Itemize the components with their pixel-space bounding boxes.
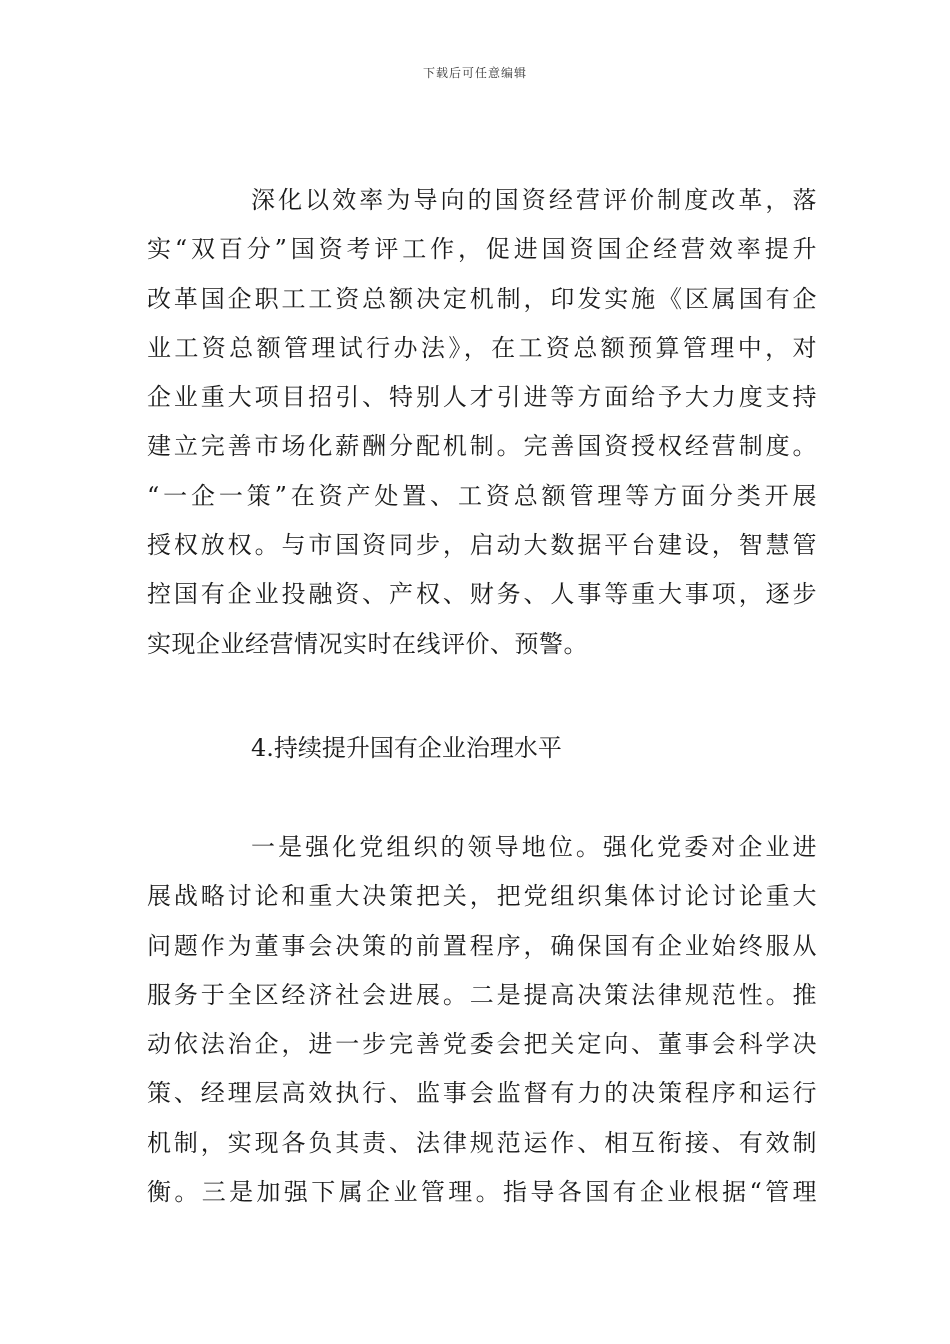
paragraph-line: 策、经理层高效执行、监事会监督有力的决策程序和运行 bbox=[147, 1079, 817, 1108]
paragraph-line: 服务于全区经济社会进展。二是提高决策法律规范性。推 bbox=[147, 980, 817, 1009]
paragraph-line: 业工资总额管理试行办法》，在工资总额预算管理中，对 bbox=[147, 333, 817, 362]
page-header: 下载后可任意编辑 bbox=[422, 66, 527, 80]
paragraph-line: 机制，实现各负其责、法律规范运作、相互衔接、有效制 bbox=[147, 1128, 817, 1157]
paragraph-governance bbox=[147, 823, 817, 1217]
paragraph-line: 一是强化党组织的领导地位。强化党委对企业进 bbox=[251, 833, 817, 861]
paragraph-line: 深化以效率为导向的国资经营评价制度改革，落 bbox=[251, 186, 817, 214]
paragraph-line: 建立完善市场化薪酬分配机制。完善国资授权经营制度。 bbox=[147, 432, 817, 461]
paragraph-line: 展战略讨论和重大决策把关，把党组织集体讨论讨论重大 bbox=[147, 882, 817, 911]
section-heading: 4.持续提升国有企业治理水平 bbox=[251, 734, 562, 762]
paragraph-efficiency-evaluation bbox=[147, 176, 817, 669]
paragraph-line: 实现企业经营情况实时在线评价、预警。 bbox=[147, 629, 588, 658]
paragraph-line: 企业重大项目招引、特别人才引进等方面给予大力度支持 bbox=[147, 383, 817, 412]
paragraph-line: 控国有企业投融资、产权、财务、人事等重大事项，逐步 bbox=[147, 580, 817, 609]
paragraph-line: 改革国企职工工资总额决定机制，印发实施《区属国有企 bbox=[147, 284, 817, 313]
paragraph-line: 衡。三是加强下属企业管理。指导各国有企业根据“管理 bbox=[147, 1178, 817, 1207]
paragraph-line: 动依法治企，进一步完善党委会把关定向、董事会科学决 bbox=[147, 1030, 817, 1059]
paragraph-line: 实“双百分”国资考评工作，促进国资国企经营效率提升 bbox=[147, 235, 817, 264]
paragraph-line: 问题作为董事会决策的前置程序，确保国有企业始终服从 bbox=[147, 931, 817, 960]
paragraph-line: 授权放权。与市国资同步，启动大数据平台建设，智慧管 bbox=[147, 531, 817, 560]
paragraph-line: “一企一策”在资产处置、工资总额管理等方面分类开展 bbox=[147, 481, 817, 510]
